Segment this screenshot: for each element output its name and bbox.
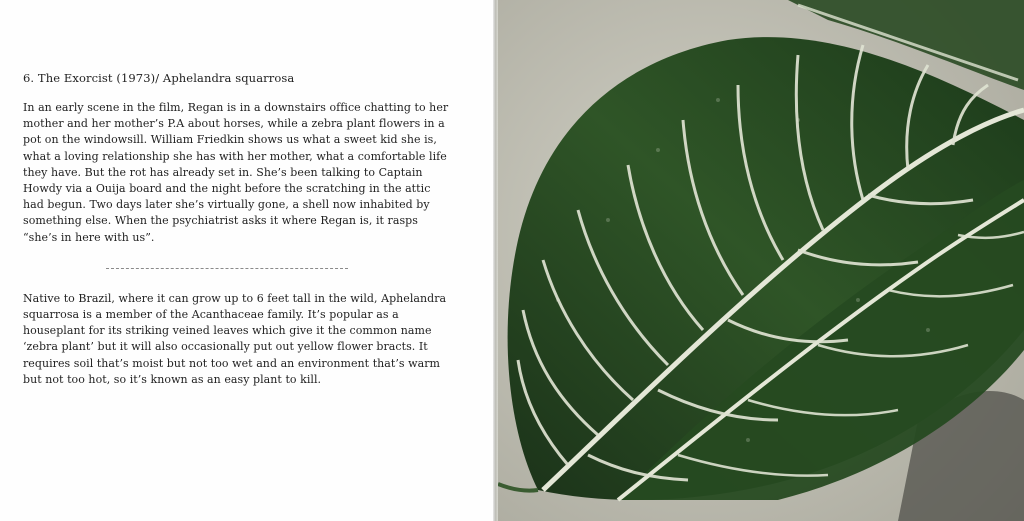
zebra-plant-leaf-illustration bbox=[498, 0, 1024, 521]
film-paragraph: In an early scene in the film, Regan is in a downstairs office chatting to her mother and her mother’s P.A about horses, while a zebra plant flowers in a pot on the windowsill. William Friedkin shows us what a sweet kid she is, what a loving relationship she has with her mother, what a comfortable life they have. But the rot has already set in. She’s been talking to Captain Howdy via a Ouija board and the night before the scratching in the attic had begun. Two days later she’s virtually gone, a shell now inhabited by something else. When the psychiatrist asks it where Regan is, it rasps “she’s in here with us”. bbox=[23, 101, 449, 244]
dashed-divider bbox=[106, 268, 348, 269]
plant-paragraph: Native to Brazil, where it can grow up to 6 feet tall in the wild, Aphelandra squarrosa is a member of the Acanthaceae family. It’s popular as a houseplant for its striking veined leaves which give it the common name ‘zebra plant’ but it will also occasionally put out yellow flower bracts. It requires soil that’s moist but not too wet and an environment that’s warm but not too hot, so it’s known as an easy plant to kill. bbox=[23, 291, 447, 386]
text-page bbox=[0, 0, 493, 521]
illustration-page bbox=[498, 0, 1024, 521]
page-heading: 6. The Exorcist (1973)/ Aphelandra squarrosa bbox=[23, 71, 295, 85]
